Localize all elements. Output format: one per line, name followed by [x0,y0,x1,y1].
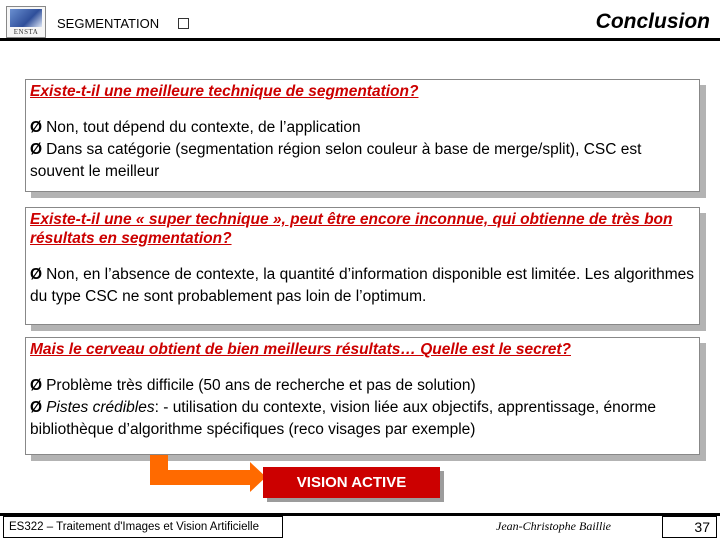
checkbox-icon [178,18,189,29]
flow-arrow-shaft [150,470,250,485]
header-divider [0,38,720,41]
arrow-bullet-icon: Ø [30,399,43,416]
answer-3-2-italic: Pistes crédibles [46,399,155,416]
question-block-2 [25,207,700,325]
page-number: 37 [662,516,717,538]
question-block-3 [25,337,700,455]
ensta-logo [6,6,46,38]
footer-author: Jean-Christophe Baillie [496,519,611,533]
answer-3-2: Ø Pistes crédibles: - utilisation du contexte, vision liée aux objectifs, apprentissage, énorme bibliothèque d’algorithme spécifiques (reco visages par exemple) [30,399,657,438]
answer-2-1: Ø Non, en l’absence de contexte, la quantité d’information disponible est limitée. Les algorithmes du type CSC ne sont probablement pas loin de l’optimum. [30,266,694,305]
logo-text: ENSTA [13,28,39,36]
question-block-1 [25,79,700,192]
arrow-bullet-icon: Ø [30,141,43,158]
answer-1-1: Ø Non, tout dépend du contexte, de l’application [30,119,361,136]
answer-3-1: Ø Problème très difficile (50 ans de recherche et pas de solution) [30,377,476,394]
question-1: Existe-t-il une meilleure technique de segmentation? [30,83,419,100]
footer-course: ES322 – Traitement d'Images et Vision Artificielle [3,516,283,538]
vision-active-callout: VISION ACTIVE [263,467,440,498]
arrow-bullet-icon: Ø [30,266,43,283]
question-2: Existe-t-il une « super technique », peut être encore inconnue, qui obtienne de très bon résultats en segmentation? [30,211,673,247]
slide-title: Conclusion [595,10,710,33]
section-label: SEGMENTATION [57,16,160,31]
answer-1-2: Ø Dans sa catégorie (segmentation région selon couleur à base de merge/split), CSC est souvent le meilleur [30,141,642,180]
arrow-bullet-icon: Ø [30,119,43,136]
arrow-bullet-icon: Ø [30,377,43,394]
question-3: Mais le cerveau obtient de bien meilleurs résultats… Quelle est le secret? [30,341,571,358]
logo-graphic [10,9,42,27]
